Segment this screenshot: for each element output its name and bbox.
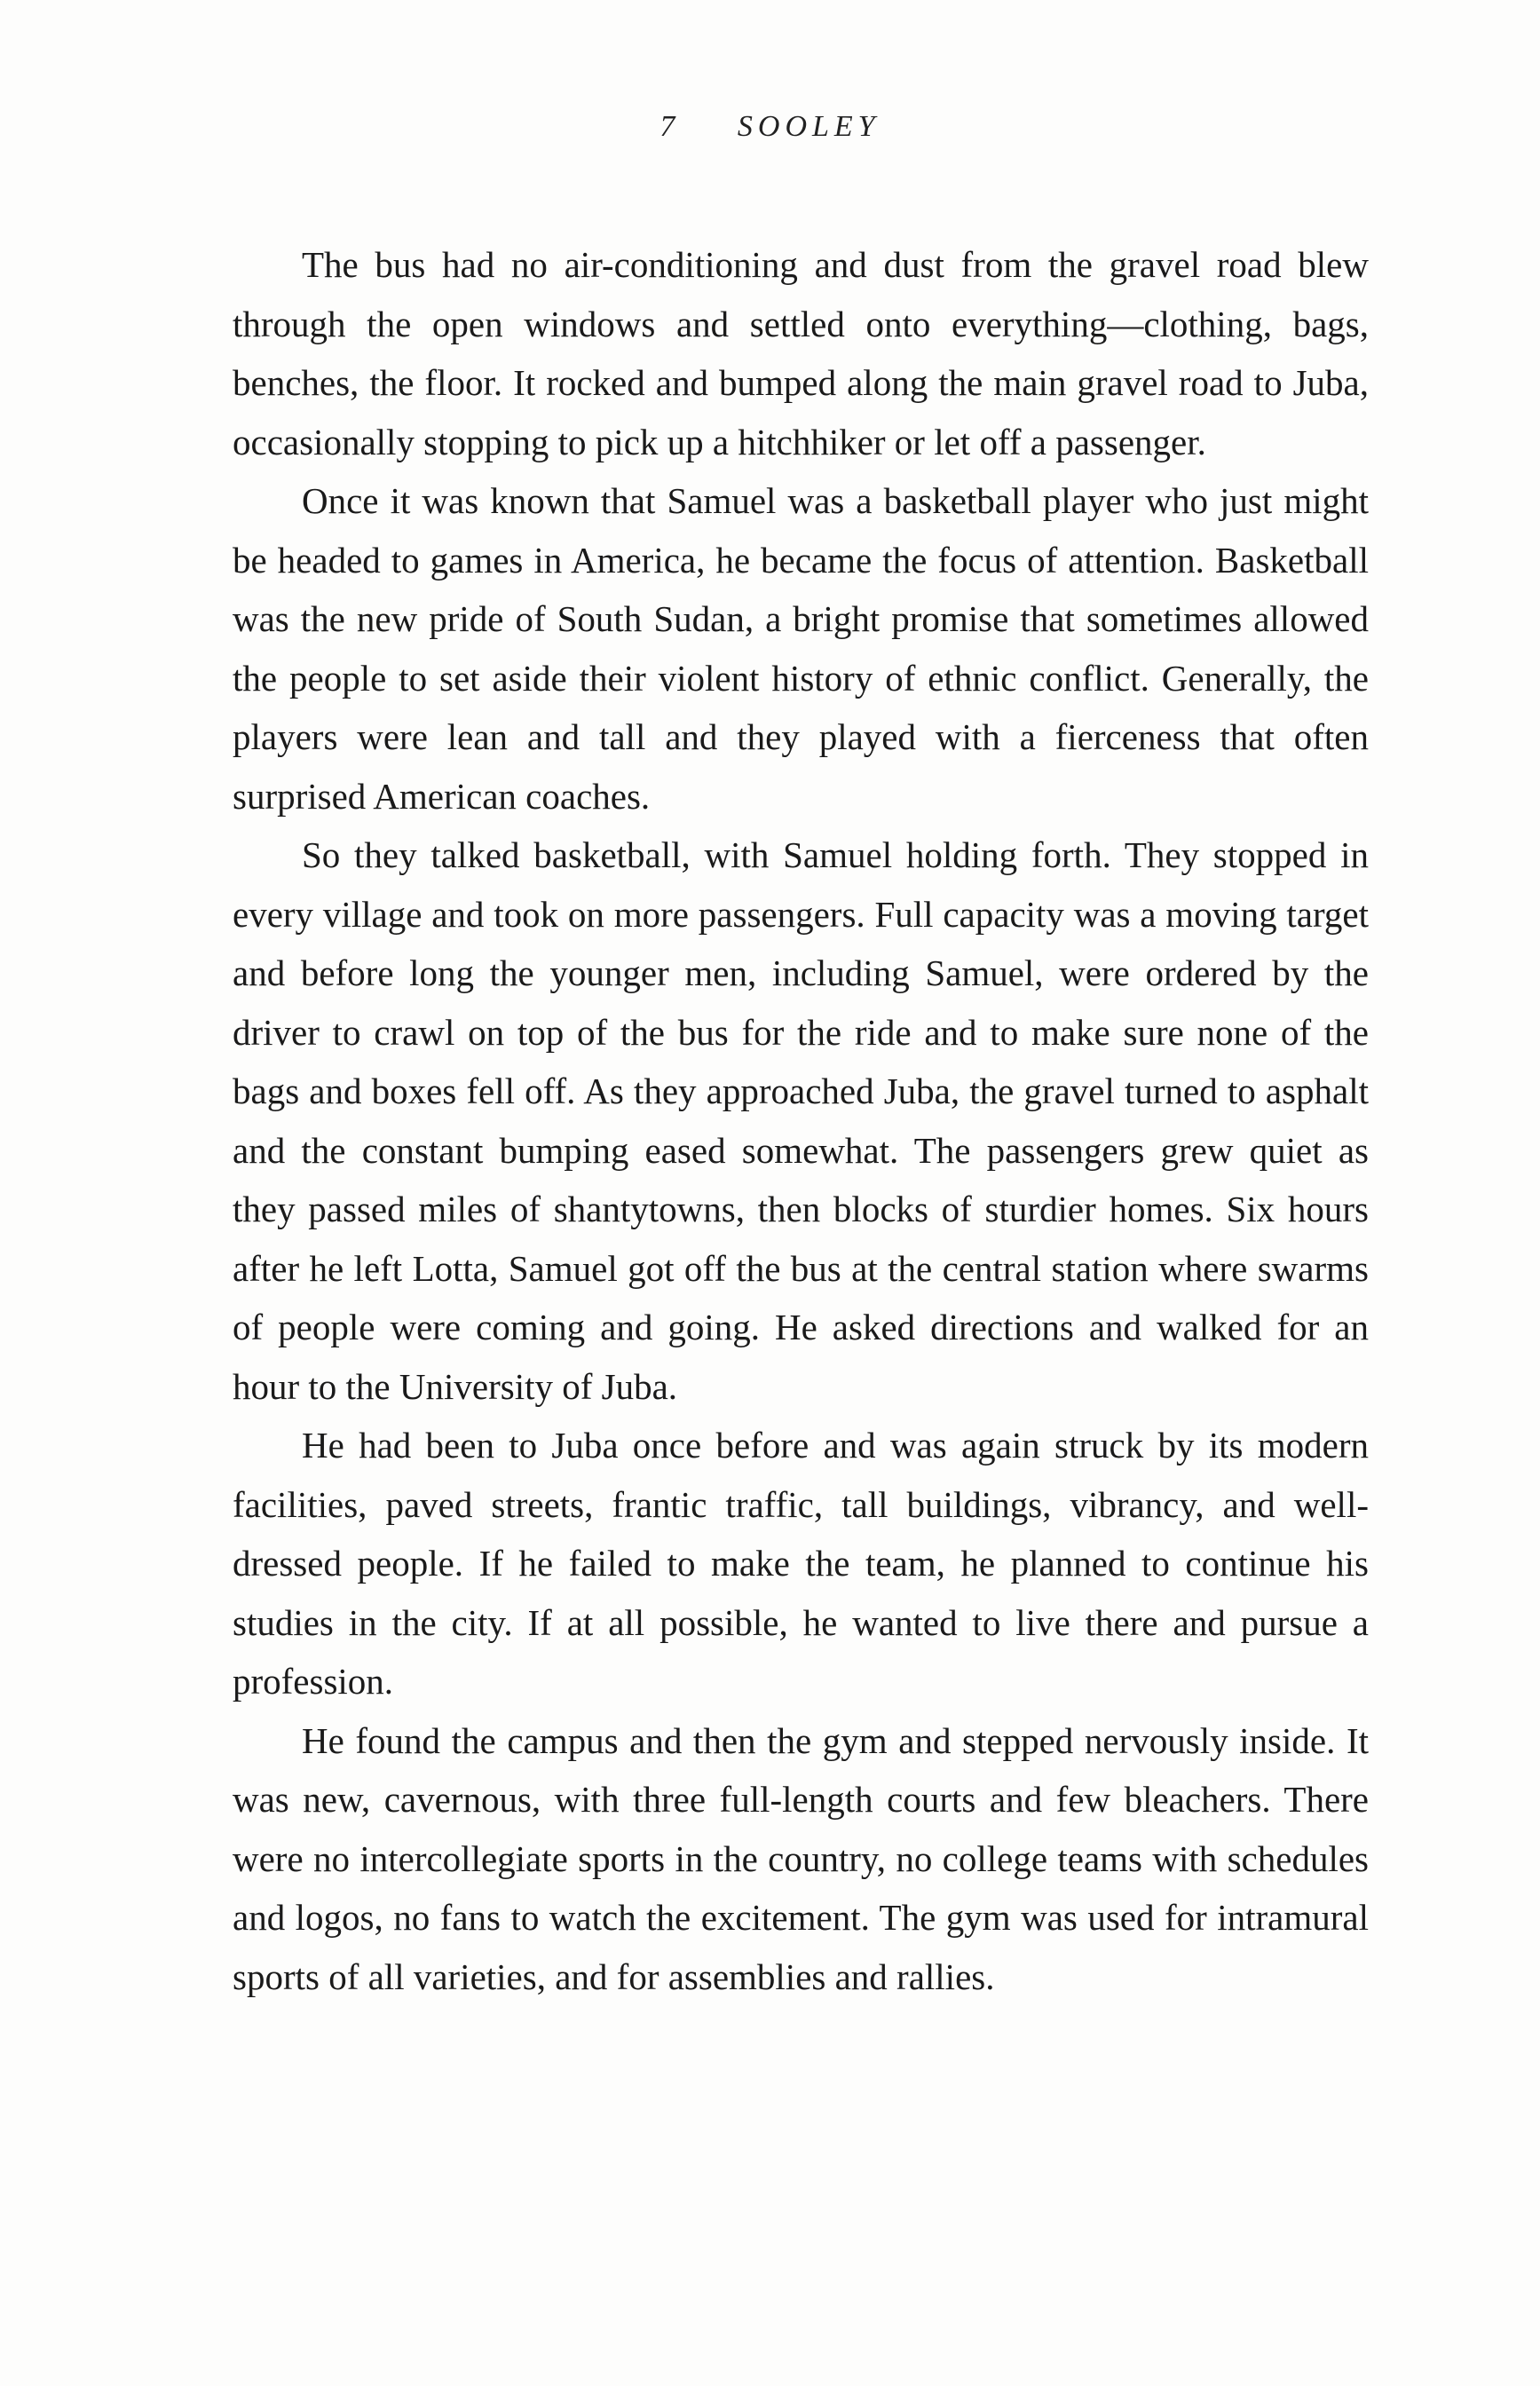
paragraph: The bus had no air-conditioning and dust from the gravel road blew through the open windows and settled onto everything—clothing, bags, benches, the floor. It rocked and bumped along the main gravel road to Juba, occasionally stopping to pick up a hitchhiker or let off a passenger. (233, 244, 1369, 462)
paragraph: He had been to Juba once before and was again struck by its modern facilities, paved streets, frantic traffic, tall buildings, vibrancy, and well-dressed people. If he failed to make the team, he planned to continue his studies in the city. If at all possible, he wanted to live there and pursue a profession. (233, 1425, 1369, 1702)
body-text (233, 235, 1369, 2006)
paragraph: Once it was known that Samuel was a basketball player who just might be headed to games in America, he became the focus of attention. Basketball was the new pride of South Sudan, a bright promise that sometimes allowed the people to set aside their violent history of ethnic conflict. Generally, the players were lean and tall and they played with a fierceness that often surprised American coaches. (233, 480, 1369, 817)
paragraph: So they talked basketball, with Samuel holding forth. They stopped in every village and took on more passengers. Full capacity was a moving target and before long the younger men, including Samuel, were ordered by the driver to crawl on top of the bus for the ride and to make sure none of the bags and boxes fell off. As they approached Juba, the gravel turned to asphalt and the constant bumping eased somewhat. The passengers grew quiet as they passed miles of shantytowns, then blocks of sturdier homes. Six hours after he left Lotta, Samuel got off the bus at the central station where swarms of people were coming and going. He asked directions and walked for an hour to the University of Juba. (233, 834, 1369, 1407)
running-title: SOOLEY (737, 110, 881, 143)
page-number: 7 (659, 110, 681, 143)
paragraph: He found the campus and then the gym and stepped nervously inside. It was new, cavernous, with three full-length courts and few bleachers. There were no intercollegiate sports in the country, no college teams with schedules and logos, no fans to watch the excitement. The gym was used for intramural sports of all varieties, and for assemblies and rallies. (233, 1719, 1369, 1997)
running-head (0, 110, 1540, 144)
